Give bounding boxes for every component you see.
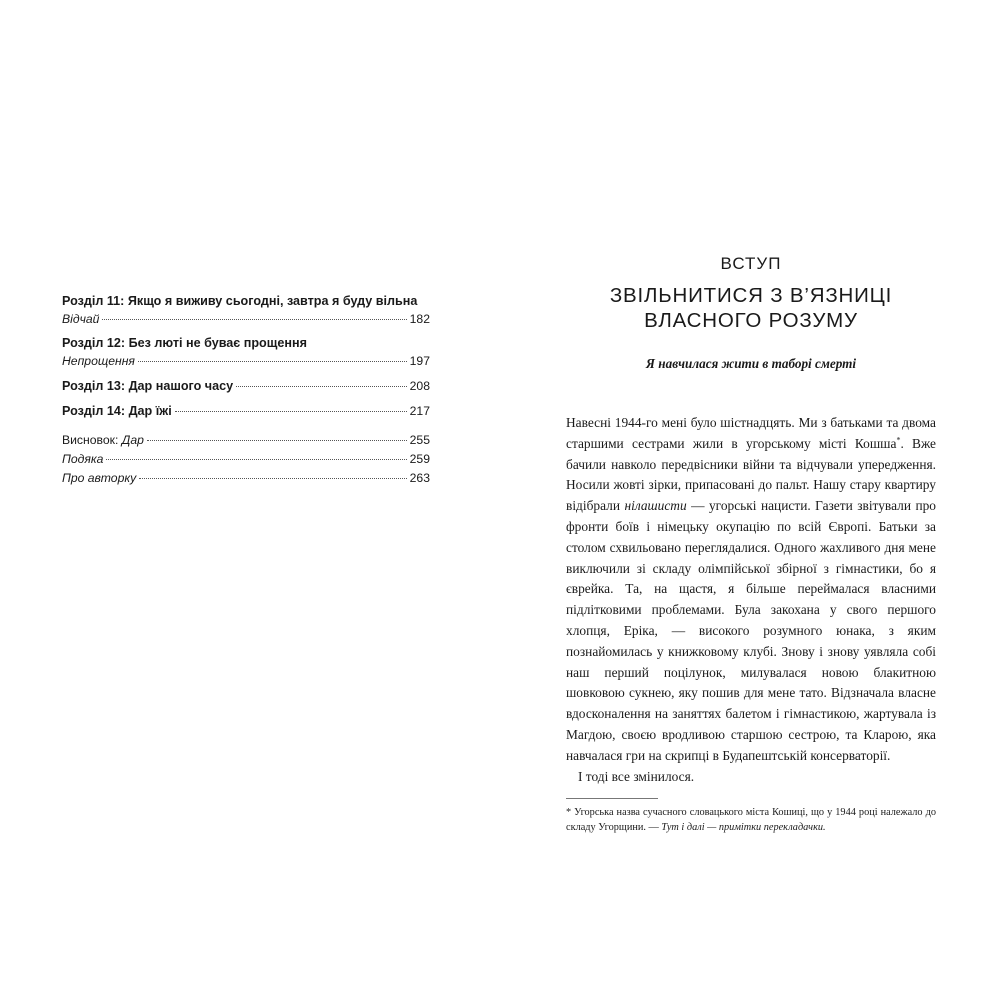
paragraph-1-part-a: Навесні 1944-го мені було шістнадцять. Ми з батьками та двома старшими сестрами жили в угорському місті Кошша (566, 415, 936, 451)
toc-conclusion-label (62, 431, 144, 450)
toc-about-author-title: Про авторку (62, 471, 137, 485)
toc-leader-dots (106, 459, 406, 460)
paragraph-1-part-b: . Вже бачили навколо передвісники війни та відчували упередження. Носили жовті зірки, припасовані до пальт. Нашу стару квартиру відібрали (566, 435, 936, 514)
toc-chapter-subtitle: Непрощення (62, 354, 135, 368)
toc-page-number: 255 (409, 433, 430, 447)
footnote (566, 805, 936, 835)
toc-page-number: 197 (409, 354, 430, 368)
paragraph-1 (566, 413, 936, 767)
toc-page-number: 259 (409, 452, 430, 466)
toc-chapter-title: Розділ 12: Без люті не буває прощення (62, 336, 307, 350)
toc-page-number: 217 (409, 404, 430, 418)
toc-entry-conclusion (62, 431, 430, 450)
toc-entry-chapter-11 (62, 293, 430, 329)
toc-chapter-title: Розділ 14: Дар їжі (62, 404, 172, 418)
footnote-text: * Угорська назва сучасного словацького міста Кошиці, що у 1944 році належало до складу Угорщини. — (566, 807, 936, 834)
table-of-contents (62, 293, 430, 488)
toc-leader-dots (102, 319, 406, 320)
toc-leader-dots (138, 361, 407, 362)
toc-leader-dots (236, 386, 407, 387)
chapter-title (566, 283, 936, 333)
toc-entry-chapter-14 (62, 402, 430, 421)
toc-chapter-title: Розділ 13: Дар нашого часу (62, 379, 234, 393)
footnote-divider (566, 798, 658, 799)
toc-entry-chapter-12 (62, 335, 430, 371)
footnote-translator-note: Тут і далі — примітки перекладачки. (661, 822, 826, 834)
toc-leader-dots (175, 411, 407, 412)
paragraph-1-italic-term: нілашисти (624, 498, 687, 514)
toc-leader-dots (139, 478, 406, 479)
toc-entry-chapter-13 (62, 377, 430, 396)
toc-entry-about-author (62, 469, 430, 488)
toc-entry-acknowledgements (62, 450, 430, 469)
toc-conclusion-prefix: Висновок: (62, 433, 122, 447)
chapter-title-line-2: ВЛАСНОГО РОЗУМУ (644, 309, 858, 332)
toc-conclusion-title: Дар (121, 433, 144, 447)
paragraph-1-part-c: — угорські нацисти. Газети звітували про фронти боїв і німецьку окупацію по всій Європі. Батьки за столом схвильовано переглядалися. Одного жахливого дня мене виключили зі складу олімпійської збірної з гімнастики, бо я єврейка. Та, на щастя, я більше переймалася власними підлітковими проблемами. Була закохана у свого першого хлопця, Еріка, — високого розумного юнака, з яким познайомилась у книжковому клубі. Знову і знову уявляла собі наш перший поцілунок, милувалася новою блакитною шовковою сукнею, яку пошив для мене тато. Відзначала власне вдосконалення на заняттях балетом і гімнастикою, жартувала із Магдою, своєю вродливою старшою сестрою, та Кларою, яка навчалася гри на скрипці в Будапештській консерваторії. (566, 498, 937, 763)
footnote-marker: * (896, 435, 901, 445)
toc-acknowledgements-title: Подяка (62, 452, 104, 466)
toc-chapter-title: Розділ 11: Якщо я виживу сьогодні, завтра я буду вільна (62, 294, 418, 308)
toc-page-number: 263 (409, 471, 430, 485)
toc-page-number: 208 (409, 379, 430, 393)
paragraph-2: І тоді все змінилося. (578, 768, 695, 784)
introduction-page (566, 253, 936, 835)
section-label: ВСТУП (720, 254, 782, 273)
body-text (566, 413, 936, 835)
chapter-title-line-1: ЗВІЛЬНИТИСЯ З В’ЯЗНИЦІ (609, 284, 893, 307)
toc-page-number: 182 (409, 312, 430, 326)
toc-chapter-subtitle: Відчай (62, 312, 100, 326)
epigraph: Я навчилася жити в таборі смерті (645, 356, 857, 371)
toc-leader-dots (147, 440, 407, 441)
